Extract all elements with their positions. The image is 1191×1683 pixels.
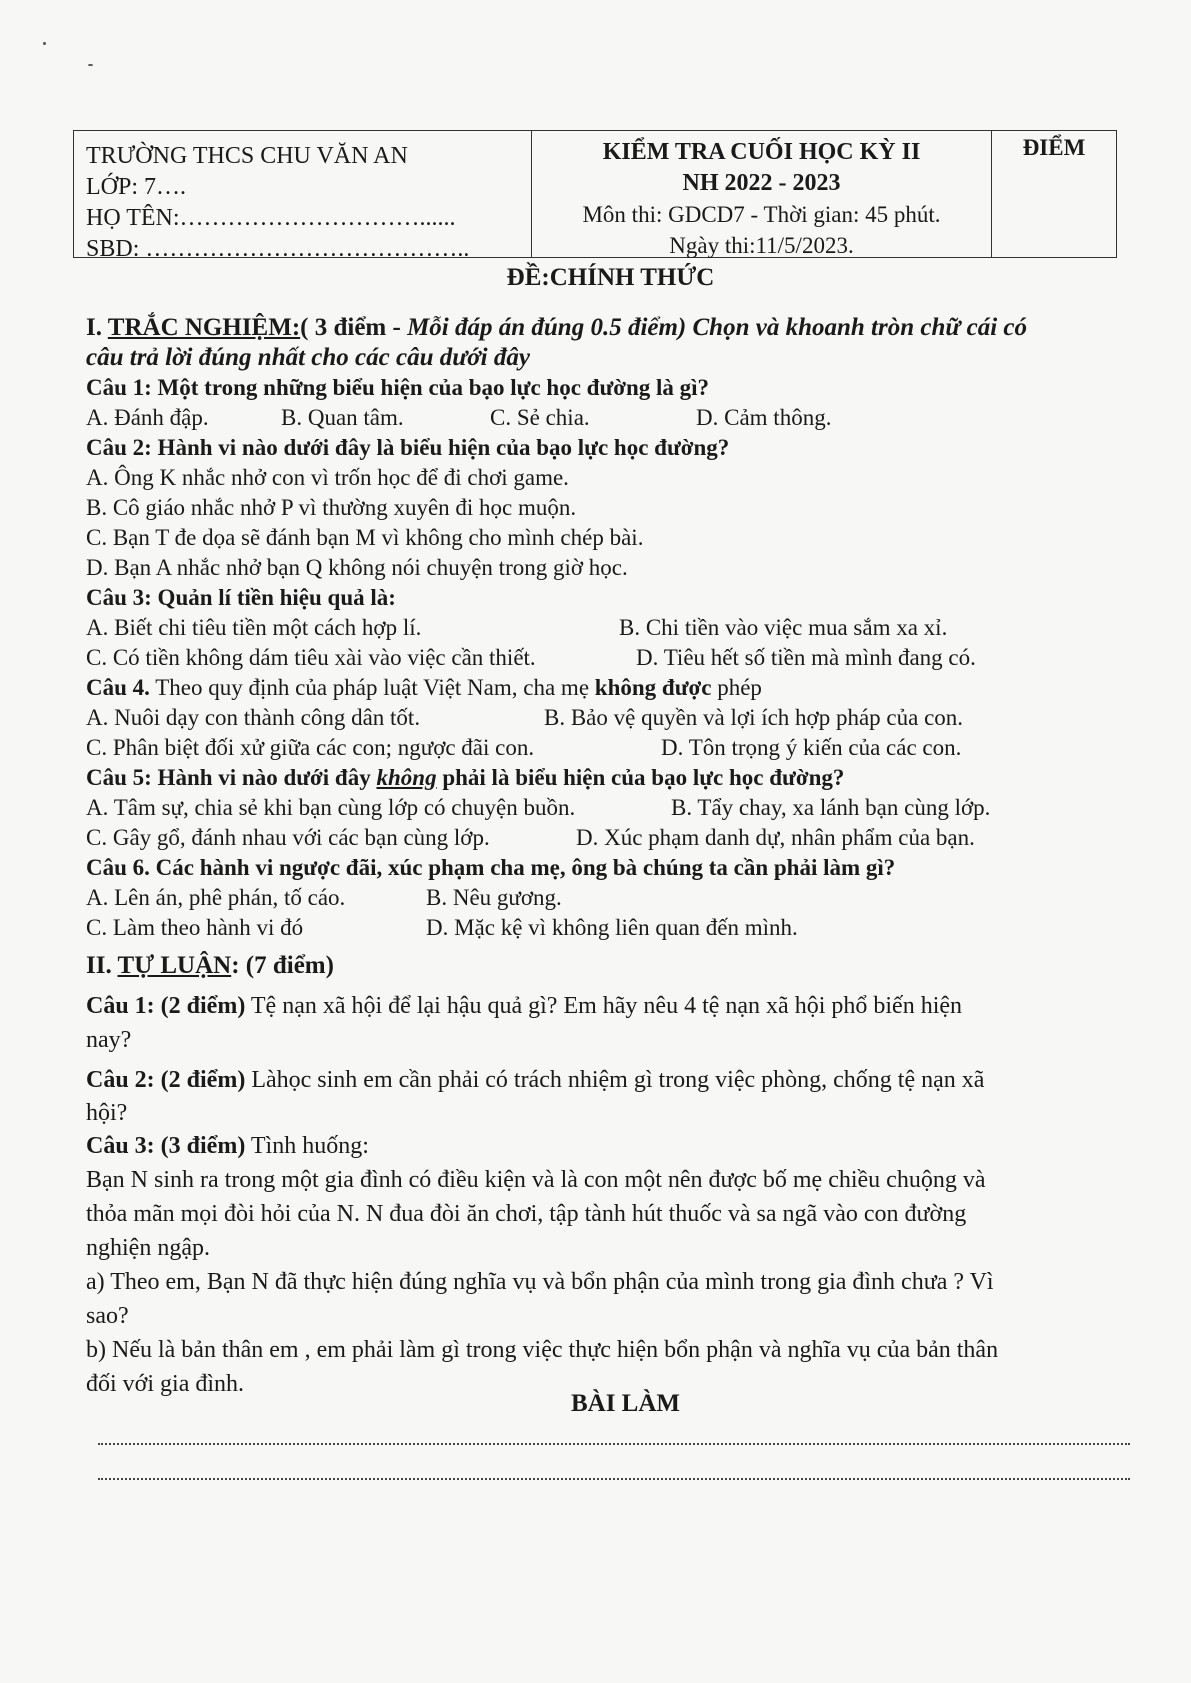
part1-heading [86, 313, 1134, 343]
option-b: B. Quan tâm. [281, 405, 404, 430]
essay-q3-text: Tình huống: [245, 1133, 369, 1159]
class-field: LỚP: 7…. [86, 174, 187, 200]
question-5-negation: không [376, 765, 437, 790]
option-d: D. Tôn trọng ý kiến của các con. [661, 735, 962, 760]
question-1-options [86, 403, 1134, 433]
answer-line[interactable] [98, 1443, 1130, 1445]
subject-time: Môn thi: GDCD7 - Thời gian: 45 phút. [582, 202, 941, 227]
essay-q1-text: Tệ nạn xã hội để lại hậu quả gì? Em hãy nêu 4 tệ nạn xã hội phổ biến hiện [245, 993, 963, 1019]
question-5 [86, 763, 1134, 793]
school-name: TRƯỜNG THCS CHU VĂN AN [86, 143, 408, 169]
question-3-options-cd [86, 643, 1134, 673]
question-4-label: Câu 4. [86, 675, 150, 700]
option-a: A. Lên án, phê phán, tố cáo. [86, 885, 346, 910]
essay-q2-text: Làhọc sinh em cần phải có trách nhiệm gì trong việc phòng, chống tệ nạn xã [245, 1067, 985, 1093]
option-a: A. Biết chi tiêu tiền một cách hợp lí. [86, 615, 422, 640]
essay-q3-scenario: nghiện ngập. [86, 1235, 210, 1261]
essay-question-2 [86, 1063, 1134, 1129]
essay-q3-part-a: a) Theo em, Bạn N đã thực hiện đúng nghĩa vụ và bổn phận của mình trong gia đình chưa ? Vì [86, 1269, 994, 1295]
option-c: C. Làm theo hành vi đó [86, 915, 304, 940]
option-d: D. Xúc phạm danh dự, nhân phẩm của bạn. [576, 825, 975, 850]
question-2: Câu 2: Hành vi nào dưới đây là biểu hiện của bạo lực học đường? [86, 435, 730, 460]
part1-instruction-cont: câu trả lời đúng nhất cho các câu dưới đây [86, 344, 530, 371]
essay-q3-label: Câu 3: (3 điểm) [86, 1133, 246, 1159]
option-b: B. Cô giáo nhắc nhở P vì thường xuyên đi học muộn. [86, 495, 577, 520]
essay-q3-scenario: thỏa mãn mọi đòi hỏi của N. N đua đòi ăn chơi, tập tành hút thuốc và sa ngã vào con đường [86, 1201, 967, 1227]
part1-prefix: I. [86, 314, 108, 341]
question-6-options-cd [86, 913, 1134, 943]
option-b: B. Chi tiền vào việc mua sắm xa xỉ. [619, 615, 948, 640]
exam-header-table [73, 130, 1117, 262]
option-b: B. Nêu gương. [426, 885, 562, 910]
essay-q1-label: Câu 1: (2 điểm) [86, 993, 246, 1019]
part2-prefix: II. [86, 952, 118, 979]
part2-heading [86, 949, 1134, 983]
part2-points: : (7 điểm) [231, 952, 334, 979]
question-4-text: Theo quy định của pháp luật Việt Nam, cha mẹ [149, 675, 595, 700]
option-c: C. Gây gổ, đánh nhau với các bạn cùng lớp. [86, 825, 490, 850]
student-info-cell [74, 131, 532, 262]
question-5-text: Câu 5: Hành vi nào dưới đây [86, 765, 377, 790]
exam-info-cell [532, 131, 992, 257]
question-4-options-ab [86, 703, 1134, 733]
question-5-text-end: phải là biểu hiện của bạo lực học đường? [436, 765, 845, 790]
exam-content [86, 313, 1134, 1401]
part2-title: TỰ LUẬN [117, 952, 232, 979]
exam-title: KIỂM TRA CUỐI HỌC KỲ II [602, 139, 921, 165]
option-a: A. Nuôi dạy con thành công dân tốt. [86, 705, 421, 730]
score-cell [992, 131, 1116, 257]
work-title: BÀI LÀM [570, 1390, 681, 1417]
question-5-options-ab [86, 793, 1134, 823]
essay-q2-label: Câu 2: (2 điểm) [86, 1067, 246, 1093]
essay-question-3 [86, 1129, 1134, 1401]
score-label: ĐIỂM [1022, 135, 1086, 160]
scan-speck [43, 42, 46, 45]
option-b: B. Bảo vệ quyền và lợi ích hợp pháp của con. [544, 705, 964, 730]
exam-date: Ngày thi:11/5/2023. [669, 233, 854, 258]
option-b: B. Tẩy chay, xa lánh bạn cùng lớp. [671, 795, 991, 820]
option-d: D. Bạn A nhắc nhở bạn Q không nói chuyện trong giờ học. [86, 555, 628, 580]
option-d: D. Cảm thông. [696, 405, 832, 430]
option-a: A. Ông K nhắc nhở con vì trốn học để đi chơi game. [86, 465, 569, 490]
question-4-options-cd [86, 733, 1134, 763]
essay-question-1 [86, 989, 1134, 1057]
question-4 [86, 673, 1134, 703]
school-year: NH 2022 - 2023 [682, 170, 841, 196]
option-c: C. Bạn T đe dọa sẽ đánh bạn M vì không cho mình chép bài. [86, 525, 644, 550]
sbd-field: SBD: ………………………………….. [86, 236, 470, 262]
essay-q1-text-cont: nay? [86, 1027, 132, 1053]
question-6-options-ab [86, 883, 1134, 913]
scan-speck [88, 64, 93, 66]
question-6: Câu 6. Các hành vi ngược đãi, xúc phạm cha mẹ, ông bà chúng ta cần phải làm gì? [86, 855, 896, 880]
answer-line[interactable] [98, 1478, 1130, 1480]
option-a: A. Tâm sự, chia sẻ khi bạn cùng lớp có chuyện buồn. [86, 795, 576, 820]
option-d: D. Mặc kệ vì không liên quan đến mình. [426, 915, 798, 940]
part1-instruction: Mỗi đáp án đúng 0.5 điểm) Chọn và khoanh tròn chữ cái có [407, 314, 1027, 341]
question-5-options-cd [86, 823, 1134, 853]
option-a: A. Đánh đập. [86, 405, 209, 430]
essay-q3-part-a-cont: sao? [86, 1303, 129, 1329]
question-3: Câu 3: Quản lí tiền hiệu quả là: [86, 585, 396, 610]
essay-q3-part-b-cont: đối với gia đình. [86, 1371, 245, 1397]
option-c: C. Phân biệt đối xử giữa các con; ngược đãi con. [86, 735, 535, 760]
official-label: ĐỀ:CHÍNH THỨC [506, 264, 715, 291]
part1-points: ( 3 điểm - [300, 314, 408, 341]
essay-q3-part-b: b) Nếu là bản thân em , em phải làm gì trong việc thực hiện bổn phận và nghĩa vụ của bản thân [86, 1337, 999, 1363]
option-c: C. Có tiền không dám tiêu xài vào việc cần thiết. [86, 645, 536, 670]
question-4-text-end: phép [711, 675, 762, 700]
question-1: Câu 1: Một trong những biểu hiện của bạo lực học đường là gì? [86, 375, 710, 400]
part1-title: TRẮC NGHIỆM: [107, 314, 301, 341]
question-4-emphasis: không được [594, 675, 712, 700]
essay-q3-scenario: Bạn N sinh ra trong một gia đình có điều kiện và là con một nên được bố mẹ chiều chuộng và [86, 1167, 986, 1193]
essay-q2-text-cont: hội? [86, 1100, 128, 1126]
option-c: C. Sẻ chia. [490, 405, 590, 430]
question-3-options-ab [86, 613, 1134, 643]
name-field: HỌ TÊN:…………………………...... [86, 205, 456, 231]
option-d: D. Tiêu hết số tiền mà mình đang có. [636, 645, 976, 670]
